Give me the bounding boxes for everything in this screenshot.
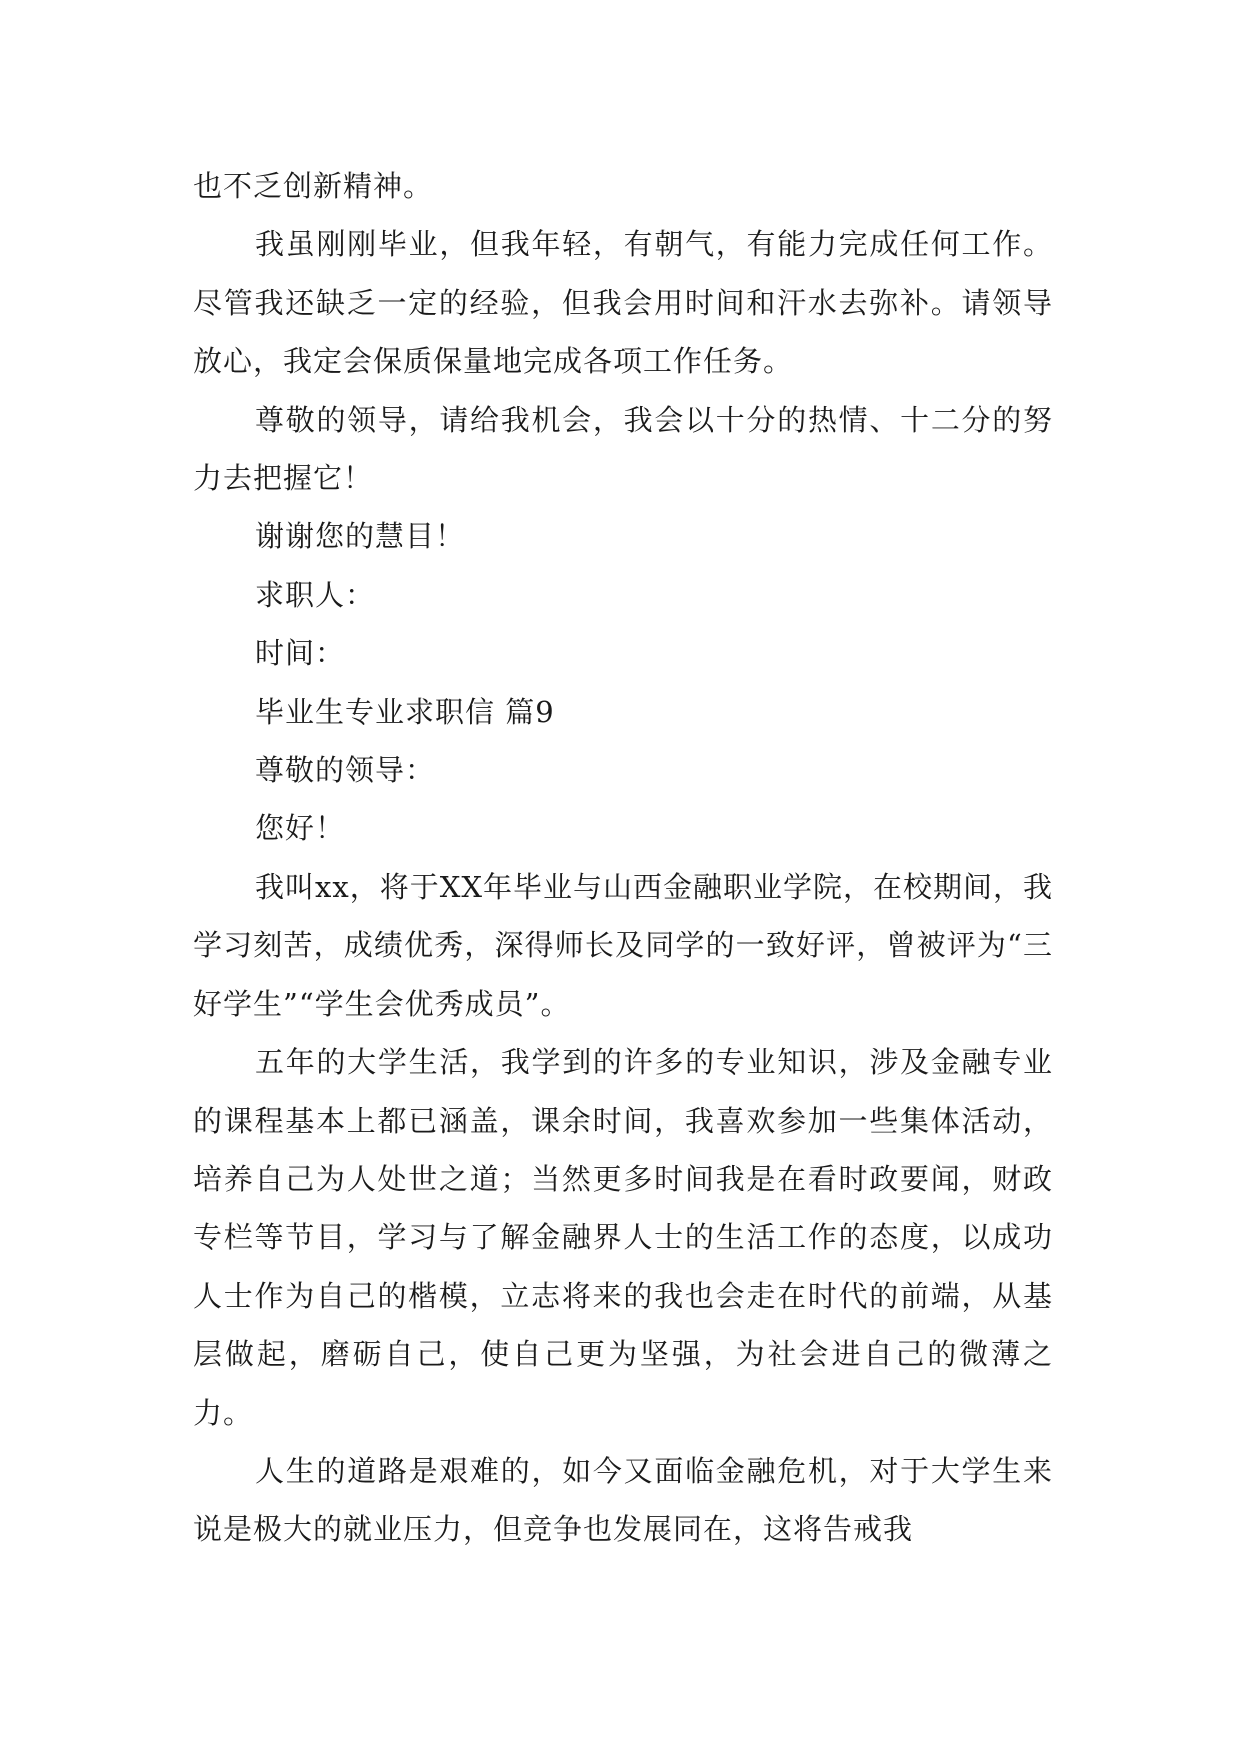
applicant-line: 求职人：: [255, 577, 376, 612]
letter-body: [193, 157, 1053, 1559]
paragraph-challenges: 人生的道路是艰难的，如今又面临金融危机，对于大学生来说是极大的就业压力，但竞争也发展同在，这将告戒我: [193, 1453, 1053, 1547]
paragraph-request: 尊敬的领导，请给我机会，我会以十分的热情、十二分的努力去把握它！: [193, 402, 1053, 496]
paragraph-introduction: 我叫xx，将于XX年毕业与山西金融职业学院，在校期间，我学习刻苦，成绩优秀，深得师长及同学的一致好评，曾被评为“三好学生”“学生会优秀成员”。: [193, 869, 1054, 1021]
paragraph-university-life: 五年的大学生活，我学到的许多的专业知识，涉及金融专业的课程基本上都已涵盖，课余时间，我喜欢参加一些集体活动，培养自己为人处世之道；当然更多时间我是在看时政要闻，财政专栏等节目，学习与了解金融界人士的生活工作的态度，以成功人士作为自己的楷模，立志将来的我也会走在时代的前端，从基层做起，磨砺自己，使自己更为坚强，为社会进自己的微薄之力。: [193, 1045, 1053, 1430]
section-heading: 毕业生专业求职信 篇9: [255, 694, 555, 729]
paragraph-thanks: 谢谢您的慧目！: [255, 519, 466, 554]
paragraph-continuation: 也不乏创新精神。: [193, 169, 434, 203]
greeting: 您好！: [255, 811, 346, 846]
paragraph-commitment: 我虽刚刚毕业，但我年轻，有朝气，有能力完成任何工作。尽管我还缺乏一定的经验，但我会用时间和汗水去弥补。请领导放心，我定会保质保量地完成各项工作任务。: [193, 227, 1053, 379]
date-line: 时间：: [255, 636, 346, 671]
salutation: 尊敬的领导：: [255, 753, 436, 788]
